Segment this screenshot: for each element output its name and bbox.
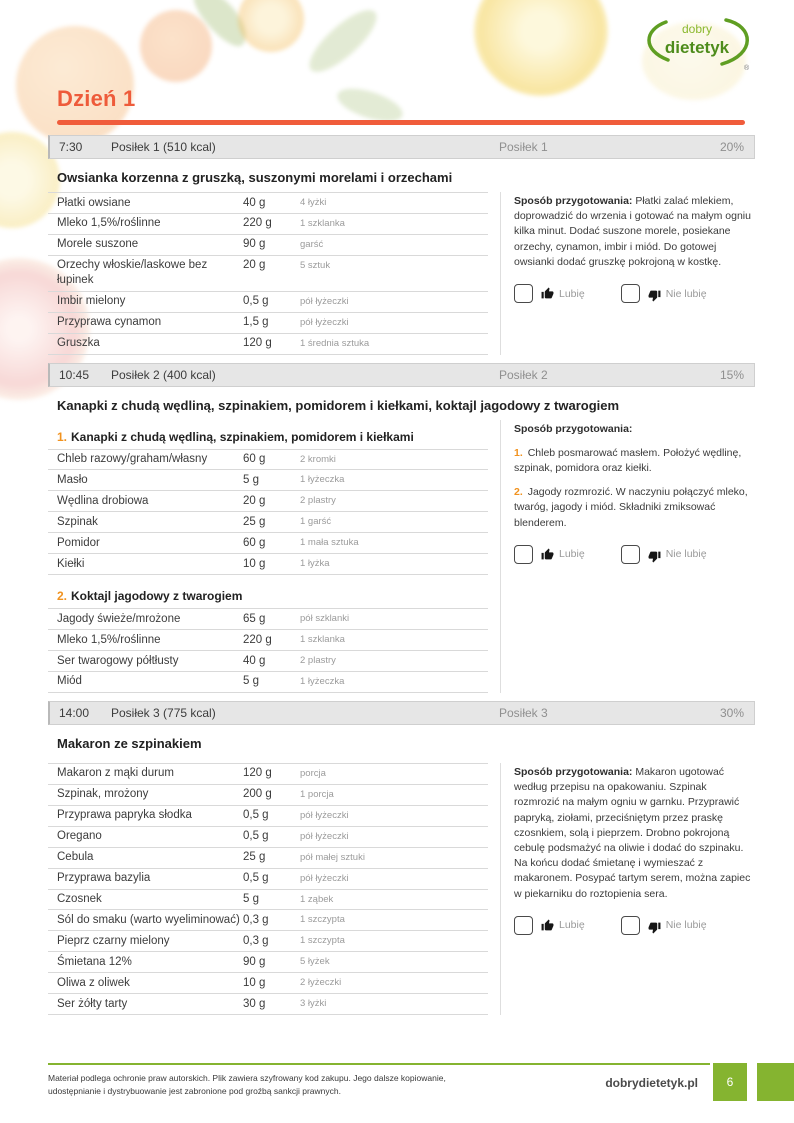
ingredient-row: [48, 910, 488, 931]
ingredient-row: [48, 235, 488, 256]
preparation-text: [514, 194, 755, 270]
ingredient-measure: 1 szczypta: [300, 914, 345, 926]
ingredient-amount: 220 g: [243, 633, 272, 646]
ingredient-measure: 2 kromki: [300, 453, 336, 465]
section-number: 1.: [57, 429, 68, 444]
ingredient-measure: pół łyżeczki: [300, 872, 349, 884]
ingredient-amount: 25 g: [243, 851, 266, 864]
ingredient-row: [48, 193, 488, 214]
ingredients-table: [48, 449, 488, 576]
like-label: Lubię: [559, 919, 585, 932]
like-label: Lubię: [559, 287, 585, 300]
ingredient-amount: 10 g: [243, 976, 266, 989]
like-dislike-row: [514, 545, 755, 564]
ingredient-name: Cebula: [57, 851, 94, 864]
ingredient-amount: 65 g: [243, 612, 266, 625]
ingredient-name: Czosnek: [57, 893, 102, 905]
ingredient-measure: 1 szklanka: [300, 634, 345, 646]
ingredient-amount: 40 g: [243, 196, 266, 209]
ingredient-name: Przyprawa papryka słodka: [57, 809, 192, 822]
ingredient-amount: 20 g: [243, 494, 266, 507]
page-number: 6: [726, 1075, 734, 1089]
ingredient-name: Morele suszone: [57, 238, 139, 251]
ingredient-name: Mleko 1,5%/roślinne: [57, 217, 161, 230]
ingredient-measure: porcja: [300, 767, 326, 779]
meal-header-bar: [48, 363, 755, 387]
like-dislike-row: [514, 284, 755, 303]
ingredient-row: [48, 214, 488, 235]
ingredient-measure: 2 łyżeczki: [300, 977, 342, 989]
ingredient-amount: 60 g: [243, 536, 266, 549]
ingredients-table: [48, 763, 488, 1015]
ingredient-name: Oregano: [57, 830, 102, 843]
ingredient-row: [48, 952, 488, 973]
ingredient-amount: 40 g: [243, 654, 266, 667]
meal-name-label: Posiłek 2: [499, 367, 548, 382]
dish-section-heading: [48, 430, 488, 444]
like-checkbox[interactable]: [514, 284, 533, 303]
dislike-label: Nie lubię: [665, 287, 707, 300]
ingredient-amount: 30 g: [243, 997, 266, 1010]
ingredient-name: Ser żółty tarty: [57, 997, 128, 1010]
meal-percent: 20%: [719, 140, 744, 154]
ingredient-name: Pomidor: [57, 536, 100, 549]
ingredient-row: [48, 533, 488, 554]
thumb-down-icon: [648, 550, 661, 563]
dish-section-heading: [48, 589, 488, 603]
ingredient-measure: pół łyżeczki: [300, 809, 349, 821]
section-title: Koktajl jagodowy z twarogiem: [71, 589, 243, 604]
ingredient-name: Szpinak, mrożony: [57, 788, 149, 801]
step-number: 2.: [514, 486, 523, 499]
meal-percent: 15%: [719, 367, 744, 382]
ingredient-row: [48, 827, 488, 848]
preparation-text: [514, 765, 755, 902]
ingredients-table: [48, 608, 488, 693]
meal-block-1: [48, 135, 755, 355]
ingredient-name: Przyprawa bazylia: [57, 872, 151, 885]
meal-header-bar: [48, 701, 755, 725]
meal-time: 14:00: [59, 705, 90, 720]
like-dislike-row: [514, 916, 755, 935]
registered-mark: ®: [744, 65, 750, 72]
meal-header-bar: [48, 135, 755, 159]
dislike-option[interactable]: [621, 545, 707, 564]
dislike-checkbox[interactable]: [621, 916, 640, 935]
like-checkbox[interactable]: [514, 916, 533, 935]
dislike-option[interactable]: [621, 916, 707, 935]
ingredient-measure: 1 mała sztuka: [300, 537, 359, 549]
ingredient-amount: 0,3 g: [243, 934, 269, 947]
like-option[interactable]: [514, 284, 585, 303]
ingredient-name: Imbir mielony: [57, 295, 126, 308]
ingredient-name: Miód: [57, 675, 82, 688]
meal-name-label: Posiłek 1: [499, 140, 548, 154]
ingredient-name: Śmietana 12%: [57, 955, 132, 968]
ingredient-amount: 0,5 g: [243, 809, 269, 822]
brand-logo: [636, 14, 758, 77]
ingredient-measure: 4 łyżki: [300, 197, 327, 208]
meal-block-3: [48, 701, 755, 1015]
ingredient-row: [48, 334, 488, 355]
meal-block-2: [48, 363, 755, 693]
ingredient-row: [48, 313, 488, 334]
ingredient-name: Ser twarogowy półtłusty: [57, 654, 179, 667]
ingredient-name: Sól do smaku (warto wyeliminować): [57, 913, 240, 926]
ingredient-measure: 1 ząbek: [300, 893, 334, 905]
dislike-label: Nie lubię: [665, 548, 707, 561]
step-text: Jagody rozmrozić. W naczyniu połączyć mleko, twaróg, jagody i miód. Składniki zmiksować blenderem.: [514, 486, 748, 529]
copyright-notice: Materiał podlega ochronie praw autorskich. Plik zawiera szyfrowany kod zakupu. Jego dalsze kopiowanie, udostępnianie i dystrybuowanie jest zabronione pod groźbą sankcji prawnych.: [48, 1073, 446, 1097]
ingredient-measure: 1 łyżka: [300, 558, 330, 570]
ingredient-row: [48, 651, 488, 672]
ingredient-row: [48, 764, 488, 785]
ingredient-row: [48, 785, 488, 806]
preparation-body: Płatki zalać mlekiem, doprowadzić do wrzenia i gotować na małym ogniu kilka minut. Dodać suszone morele, posiekane orzechy, cynamon, imbir i miód. Do gotowej owsianki dodać gruszkę pokrojoną w kostkę.: [514, 195, 751, 268]
meal-time: 7:30: [59, 140, 83, 154]
ingredient-name: Wędlina drobiowa: [57, 494, 149, 507]
dislike-checkbox[interactable]: [621, 545, 640, 564]
footer-green-block: [757, 1063, 794, 1101]
ingredient-measure: 1 łyżeczka: [300, 474, 345, 486]
dish-title: Kanapki z chudą wędliną, szpinakiem, pomidorem i kiełkami, koktajl jagodowy z twarogiem: [57, 397, 620, 413]
ingredient-amount: 10 g: [243, 557, 266, 570]
preparation-step: [514, 446, 755, 476]
thumb-up-icon: [541, 919, 554, 932]
ingredient-row: [48, 931, 488, 952]
preparation-step: [514, 485, 755, 531]
footer-divider: [48, 1063, 710, 1065]
ingredient-name: Makaron z mąki durum: [57, 767, 174, 780]
ingredient-row: [48, 890, 488, 911]
dislike-label: Nie lubię: [665, 919, 707, 932]
ingredient-row: [48, 470, 488, 491]
ingredient-measure: pół łyżeczki: [300, 316, 349, 328]
dish-title: Makaron ze szpinakiem: [57, 735, 202, 751]
ingredient-row: [48, 292, 488, 313]
ingredient-row: [48, 869, 488, 890]
step-number: 1.: [514, 446, 523, 459]
ingredient-amount: 0,5 g: [243, 872, 269, 885]
ingredient-amount: 90 g: [243, 238, 266, 251]
ingredient-name: Szpinak: [57, 515, 98, 528]
brand-logo-graphic: [636, 14, 758, 72]
ingredient-measure: 5 łyżek: [300, 956, 330, 968]
ingredient-measure: 1 łyżeczka: [300, 675, 345, 687]
ingredient-amount: 220 g: [243, 217, 272, 230]
thumb-down-icon: [648, 921, 661, 934]
ingredient-measure: pół małej sztuki: [300, 851, 365, 863]
ingredient-measure: pół szklanki: [300, 613, 350, 625]
like-option[interactable]: [514, 916, 585, 935]
ingredient-name: Chleb razowy/graham/własny: [57, 453, 208, 465]
ingredient-amount: 0,3 g: [243, 913, 269, 926]
ingredient-name: Kiełki: [57, 557, 85, 570]
ingredient-measure: 2 plastry: [300, 495, 336, 507]
like-label: Lubię: [559, 548, 585, 561]
meal-heading: Posiłek 2 (400 kcal): [111, 367, 216, 382]
preparation-label: Sposób przygotowania:: [514, 765, 633, 778]
ingredient-measure: pół łyżeczki: [300, 295, 349, 307]
meal-percent: 30%: [719, 705, 744, 720]
ingredient-amount: 1,5 g: [243, 316, 269, 329]
ingredient-amount: 0,5 g: [243, 830, 269, 843]
ingredient-row: [48, 672, 488, 693]
ingredient-name: Płatki owsiane: [57, 196, 131, 209]
meal-name-label: Posiłek 3: [499, 705, 548, 720]
preparation-text: [514, 422, 755, 531]
ingredient-measure: 3 łyżki: [300, 998, 327, 1010]
ingredient-name: Masło: [57, 473, 88, 486]
logo-text-top: dobry: [681, 22, 713, 36]
section-title: Kanapki z chudą wędliną, szpinakiem, pomidorem i kiełkami: [71, 429, 414, 444]
ingredient-name: Mleko 1,5%/roślinne: [57, 633, 161, 646]
accent-divider: [57, 120, 745, 125]
meal-time: 10:45: [59, 367, 90, 382]
ingredient-amount: 90 g: [243, 955, 266, 968]
ingredient-measure: 1 szklanka: [300, 217, 345, 229]
page-title: Dzień 1: [57, 86, 136, 111]
thumb-up-icon: [541, 287, 554, 300]
ingredient-name: Przyprawa cynamon: [57, 316, 162, 329]
page-number-badge: [713, 1063, 747, 1101]
ingredient-amount: 5 g: [243, 675, 259, 688]
thumb-down-icon: [648, 289, 661, 302]
ingredient-row: [48, 554, 488, 575]
ingredient-row: [48, 994, 488, 1015]
ingredient-measure: 5 sztuk: [300, 259, 331, 271]
ingredient-row: [48, 450, 488, 471]
ingredient-row: [48, 256, 488, 292]
ingredient-row: [48, 512, 488, 533]
meal-heading: Posiłek 1 (510 kcal): [111, 140, 216, 154]
preparation-body: Makaron ugotować według przepisu na opakowaniu. Szpinak rozmrozić na małym ogniu w garnku. Przyprawić papryką, ziołami, przeciśniętym przez praskę czosnkiem, solą i pieprzem. Drobno pokrojoną cebulę podsmażyć na oliwie i dodać do szpinaku. Na końcu dodać śmietanę i wymieszać z makaronem. Posypać tartym serem, można zapiec w piekarniku do roztopienia sera.: [514, 765, 751, 900]
ingredient-measure: 1 średnia sztuka: [300, 337, 370, 349]
ingredient-amount: 5 g: [243, 893, 259, 905]
ingredients-table: [48, 192, 488, 355]
ingredient-amount: 200 g: [243, 788, 272, 801]
ingredient-measure: pół łyżeczki: [300, 830, 349, 842]
ingredient-measure: 1 garść: [300, 516, 332, 528]
ingredient-name: Jagody świeże/mrożone: [57, 612, 181, 625]
like-checkbox[interactable]: [514, 545, 533, 564]
ingredient-row: [48, 848, 488, 869]
preparation-label: Sposób przygotowania:: [514, 195, 633, 207]
website-label: dobrydietetyk.pl: [605, 1076, 698, 1090]
meal-heading: Posiłek 3 (775 kcal): [111, 705, 216, 720]
ingredient-amount: 120 g: [243, 767, 272, 780]
ingredient-measure: 2 plastry: [300, 655, 336, 666]
thumb-up-icon: [541, 548, 554, 561]
dish-title: Owsianka korzenna z gruszką, suszonymi morelami i orzechami: [57, 170, 453, 185]
ingredient-amount: 120 g: [243, 337, 272, 350]
ingredient-amount: 25 g: [243, 515, 266, 528]
ingredient-row: [48, 973, 488, 994]
section-number: 2.: [57, 589, 68, 604]
dislike-option[interactable]: [621, 284, 707, 303]
like-option[interactable]: [514, 545, 585, 564]
ingredient-name: Pieprz czarny mielony: [57, 934, 170, 947]
step-text: Chleb posmarować masłem. Położyć wędlinę, szpinak, pomidora oraz kiełki.: [514, 446, 742, 474]
ingredient-name: Gruszka: [57, 337, 100, 350]
ingredient-row: [48, 609, 488, 630]
ingredient-row: [48, 806, 488, 827]
ingredient-amount: 5 g: [243, 473, 259, 486]
ingredient-name: Oliwa z oliwek: [57, 976, 130, 989]
ingredient-name: Orzechy włoskie/laskowe bez łupinek: [57, 259, 208, 287]
ingredient-measure: garść: [300, 238, 324, 250]
logo-text-bottom: dietetyk: [664, 38, 730, 57]
dislike-checkbox[interactable]: [621, 284, 640, 303]
ingredient-measure: 1 szczypta: [300, 935, 345, 947]
ingredient-amount: 20 g: [243, 259, 266, 272]
ingredient-amount: 0,5 g: [243, 295, 269, 308]
preparation-label: Sposób przygotowania:: [514, 422, 633, 435]
ingredient-measure: 1 porcja: [300, 788, 334, 800]
ingredient-row: [48, 630, 488, 651]
ingredient-row: [48, 491, 488, 512]
ingredient-amount: 60 g: [243, 453, 266, 465]
